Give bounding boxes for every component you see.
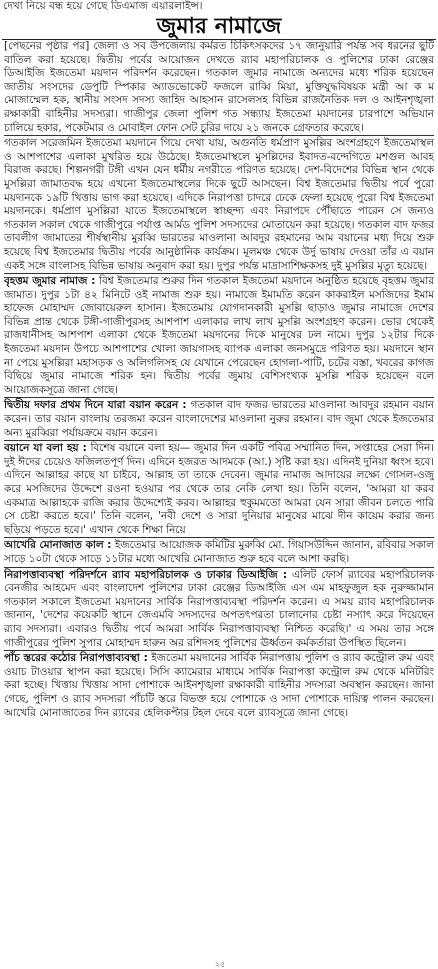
article-headline: জুমার নামাজে <box>156 13 282 39</box>
paragraph-five-layer-security-lead: পাঁচ স্তরের কঠোর নিরাপত্তাব্যবস্থা : <box>4 652 148 665</box>
paragraph-final-prayer-lead: আখেরি মোনাজাত কাল : <box>4 539 112 552</box>
paragraph-sermon-text: বিশেষ বয়ানে বলা হয়— জুমার দিন একটি পবিত্র সম্মানিত দিন, সপ্তাহের সেরা দিন। দুই ঈদের চেয়েও ফজিলতপূর্ণ দিন। এদিনে হজরত আদমকে (আ.) সৃষ্টি করা হয়। এদিনই দুনিয়া ধ্বংস হবে। এদিনে আল্লাহর কাছে যা চাইবে, আল্লাহ তা তাকে দেবেন। জুমার নামাজ আদায়ের লক্ষ্যে গোসল-ওজু করে মসজিদের উদ্দেশে রওনা হওয়ার পর থেকে তার নেকি লেখা হয়। তিনি বলেন, 'আমরা যা করব একমাত্র আল্লাহকে রাজি করার উদ্দেশ্যেই করব। আল্লাহর হুকুমমতো আমরা যেন সারা জীবন চলতে পারি সে চেষ্টা করতে হবে।' তিনি বলেন, 'নবী দেশে ও সারা দুনিয়ার মানুষের মাঝে দীন কায়েম করার জন্য ছড়িয়ে পড়তে হবে।' এখান থেকে শিক্ষা নিয়ে <box>4 442 434 536</box>
paragraph-largest-jumma-text: বিশ্ব ইজতেমার শুরুর দিন গতকাল ইজতেমা ময়দানে অনুষ্ঠিত হয়েছে বৃহত্তম জুমার জামাত। দুপুর ১টা ৪২ মিনিটে ওই নামাজ শুরু হয়। নামাজে ইমামতি করেন কাকরাইল মসজিদের ইমাম হাফেজ মোহাম্মদ জোবায়েরুল হাসান। ইজতেমায় যোগদানকারী মুসল্লি ছাড়াও জুমার নামাজে দেশের বিভিন্ন প্রান্ত থেকে টঙ্গী-গাজীপুরসহ আশপাশ এলাকার লাখ লাখ মুসল্লি অংশগ্রহণ করেন। ভোর থেকেই রাজধানীসহ আশপাশ এলাকা থেকে ইজতেমা ময়দানের দিকে মানুষের ঢল নামে। দুপুর ১২টার দিকে ইজতেমা ময়দান উপচে আশপাশের খোলা জায়গাসহ ব্যাপক এলাকা জনসমুদ্রে পরিণত হয়। ময়দানে স্থান না পেয়ে মুসল্লিরা মহাসড়ক ও অলিগলিসহ যে যেখানে পেরেছেন হোগলা-পাটি, চটের বস্তা, খবরের কাগজ বিছিয়ে জুমার নামাজে শরিক হন। দ্বিতীয় পর্বের জুমায় বেশিসংখ্যক মুসল্লি শরিক হয়েছেন বলে আয়োজকসূত্রে জানা গেছে। <box>4 275 434 396</box>
paragraph-security-inspection <box>4 567 434 651</box>
paragraph-final-prayer-text: ইজতেমার আয়োজক কমিটির মুরুব্বি মো. গিয়াসউদ্দিন জানান, রবিবার সকাল সাড়ে ১০টা থেকে সাড়ে ১১টার মধ্যে আখেরি মোনাজাত শুরু হবে বলে আশা করছি। <box>4 539 434 565</box>
paragraph-security-inspection-lead: নিরাপত্তাব্যবস্থা পরিদর্শনে র‍্যাব মহাপরিচালক ও ঢাকার ডিআইজি : <box>4 568 288 581</box>
paragraph-intro-text: [পেছনের পৃষ্ঠার পর] জেলা ও সব উপজেলায় কর্মরত চিকিৎসকদের ১৭ জানুয়ারি পর্যন্ত সব ধরনের ছুটি বাতিল করা হয়েছে। দ্বিতীয় পর্বের আয়োজন দেখতে র‍্যাব মহাপরিচালক ও পুলিশের ঢাকা রেঞ্জের ডিআইজি ইজতেমা ময়দান পরিদর্শন করেছেন। গতকাল জুমার নামাজে অন্যদের মধ্যে শরিক হয়েছেন জাতীয় সংসদের ডেপুটি স্পিকার অ্যাডভোকেট ফজলে রাব্বি মিয়া, মুক্তিযুদ্ধবিষয়ক মন্ত্রী আ ক ম মোজাম্মেল হক, স্থানীয় সংসদ সদস্য জাহিদ আহসান রাসেলসহ বিভিন্ন রাজনৈতিক দল ও আইনশৃঙ্খলা রক্ষাকারী বাহিনীর সদস্যরা। গাজীপুর জেলা পুলিশ গত সন্ধ্যায় ইজতেমা ময়দানের চারপাশে অভিযান চালিয়ে হকার, পকেটমার ও মোবাইল ফোন সেট চুরির দায়ে ২১ জনকে গ্রেফতার করেছে। <box>4 40 434 134</box>
paragraph-speakers-text: গতকাল বাদ ফজর ভারতের মাওলানা আবদুর রহমান বয়ান করেন। তার বয়ান বাংলায় তরজমা করেন বাংলাদেশের মাওলানা নুরুর রহমান। বাদ জুমা থেকে ইজতেমার অন্য মুরব্বিরা পর্যায়ক্রমে বয়ান করেন। <box>4 399 434 439</box>
paragraph-ground-report <box>4 135 434 273</box>
paragraph-five-layer-security-text: ইজতেমা ময়দানের সার্বিক নিরাপত্তায় পুলিশ ও র‍্যাব কন্ট্রোল রুম এবং ওয়াচ টাওয়ার স্থাপন করা হয়েছে। সিসি ক্যামেরার মাধ্যমে সার্বিক নিরাপত্তা কন্ট্রোল রুম থেকে মনিটরিং করা হচ্ছে। খিত্তায় খিত্তায় সাদা পোশাকে আইনশৃঙ্খলা রক্ষাকারী বাহিনীর সদস্যরা অবস্থান করছেন। জানা গেছে, পুলিশ ও র‍্যাব সদস্যরা পাঁচটি স্তরে বিভক্ত হয়ে পোশাকে ও সাদা পোশাকে দায়িত্ব পালন করছেন। আখেরি মোনাজাতের দিন র‍্যাবের হেলিকপ্টার টহল দেবে বলে র‍্যাবসূত্রে জানা গেছে। <box>4 652 434 719</box>
paragraph-ground-report-text: গতকাল সরেজমিন ইজতেমা ময়দানে গিয়ে দেখা যায়, অগুনতি ধর্মপ্রাণ মুসল্লির অংশগ্রহণে ইজতেমাস্থল ও আশপাশের এলাকা মুখরিত হয়ে উঠেছে। ইজতেমাস্থলে মুসল্লিদের ইবাদত-বন্দেগিতে মশগুল আবহ বিরাজ করছে। শিল্পনগরী টঙ্গী এখন যেন ধর্মীয় নগরীতে পরিণত হয়েছে। দেশ-বিদেশের বিভিন্ন স্থান থেকে মুসল্লিরা জামাতবদ্ধ হয়ে এখনো ইজতেমাস্থলের দিকে ছুটে আসছেন। বিশ্ব ইজতেমার দ্বিতীয় পর্বে পুরো ময়দানকে ১৯টি খিত্তায় ভাগ করা হয়েছে। এদিকে নিরাপত্তা চাদরে ঢেকে ফেলা হয়েছে পুরো বিশ্ব ইজতেমা ময়দানকে। ধর্মপ্রাণ মুসল্লিরা যাতে ইজতেমাস্থলে স্বাচ্ছন্দ্য এবং নিরাপদে পৌঁছাতে পারেন সে জন্যও গতকাল সকাল থেকে গাজীপুরে পর্যাপ্ত আর্মড পুলিশ সদস্যদের মোতায়েন করা হয়েছে। গতকাল বাদ ফজর তাবলীগ জামাতের শীর্ষস্থানীয় মুরব্বি ভারতের মাওলানা আবদুর রহমানের আম বয়ানের মধ্য দিয়ে শুরু হয়েছে বিশ্ব ইজতেমার দ্বিতীয় পর্বের আনুষ্ঠানিক কার্যক্রম। মূলমঞ্চ থেকে উর্দু ভাষায় দেওয়া তাঁর এ বয়ান একই সঙ্গে বাংলাসহ বিভিন্ন ভাষায় অনুবাদ করা হয়। দুপুর পর্যন্ত মাদ্রাসাশিক্ষকসহ দুই মুসল্লির মৃত্যু হয়েছে। <box>4 137 434 272</box>
paragraph-speakers-lead: দ্বিতীয় দফার প্রথম দিনে যারা বয়ান করেন : <box>4 399 187 412</box>
paragraph-five-layer-security <box>4 650 434 720</box>
article-body <box>4 40 434 958</box>
paragraph-largest-jumma-lead: বৃহত্তম জুমার নামাজ : <box>4 275 96 288</box>
paragraph-speakers <box>4 397 434 440</box>
previous-article-line: দেখা নিয়ে বন্ধ হয়ে গেছে ডিএমাজ এয়ারলাইন্স। <box>3 0 203 12</box>
paragraph-final-prayer <box>4 537 434 566</box>
paragraph-largest-jumma <box>4 273 434 397</box>
paragraph-security-inspection-text: এলিট ফোর্স র‍্যাবের মহাপরিচালক বেনজীর আহমেদ এবং বাংলাদেশ পুলিশের ঢাকা রেঞ্জের ডিআইজি এস এম মাহফুজুল হক নুরুজ্জামান গতকাল সকালে ইজতেমা ময়দানের সার্বিক নিরাপত্তাব্যবস্থা পরিদর্শন করেন। এ সময় র‍্যাব মহাপরিচালক জানান, 'দেশের কয়েকটি স্থানে জেএমবি সদস্যদের অপতৎপরতা চালানোর চেষ্টা নস্যাৎ করে দিয়েছেন র‍্যাব সদস্যরা। এবারও দ্বিতীয় পর্বে আমরা সার্বিক নিরাপত্তাব্যবস্থা নিশ্চিত করেছি।' এ সময় তার সঙ্গে গাজীপুরের পুলিশ সুপার মোহাম্মদ হারুন অর রশিদসহ পুলিশের ঊর্ধ্বতন কর্মকর্তারা উপস্থিত ছিলেন। <box>4 568 434 649</box>
paragraph-intro <box>4 40 434 135</box>
page-bottom-mark: ২৫ <box>214 960 226 969</box>
paragraph-sermon-lead: বয়ানে যা বলা হয় : <box>4 442 87 455</box>
paragraph-sermon <box>4 440 434 537</box>
